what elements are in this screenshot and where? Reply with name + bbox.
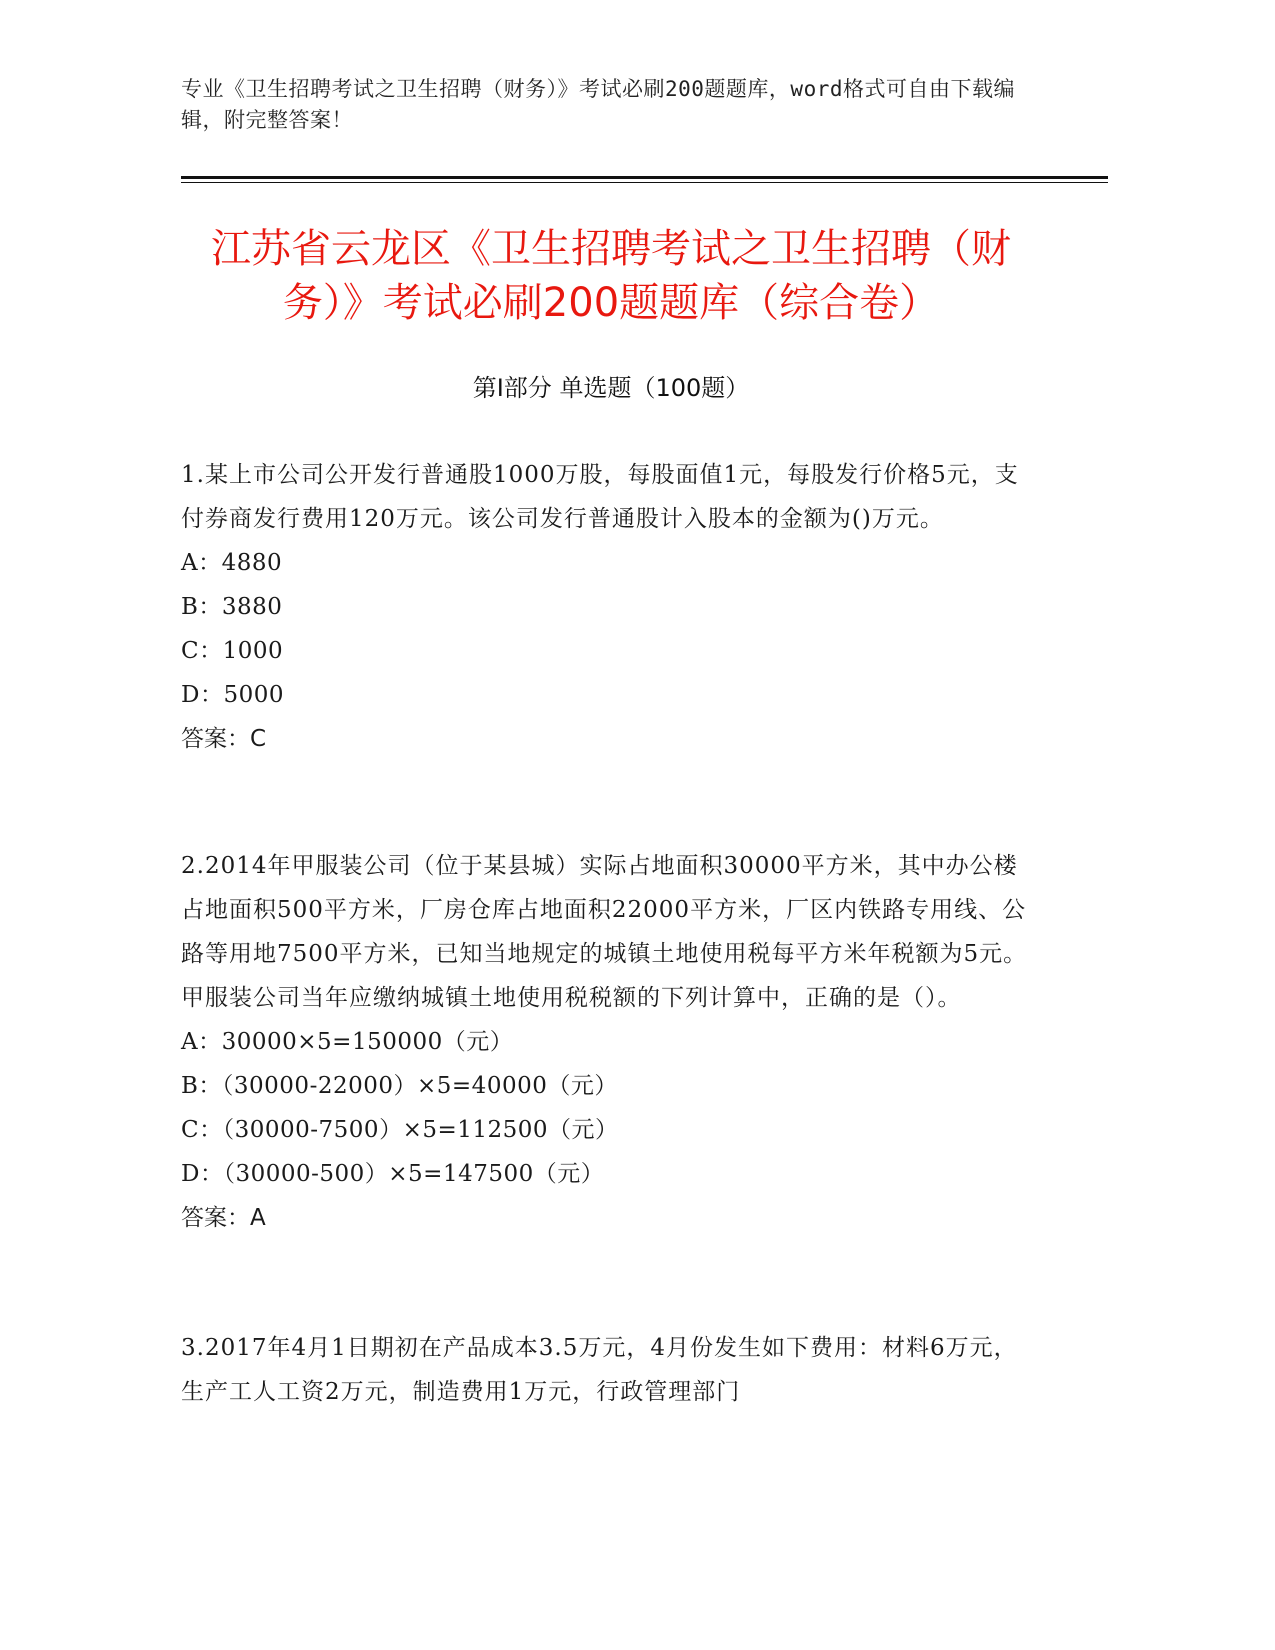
question-stem: 1.某上市公司公开发行普通股1000万股，每股面值1元，每股发行价格5元，支付券商发行费用120万元。该公司发行普通股计入股本的金额为()万元。 bbox=[181, 462, 1019, 532]
question-3 bbox=[181, 1326, 1031, 1414]
answer: 答案：A bbox=[181, 1205, 266, 1231]
option-d: D：（30000-500）×5=147500（元） bbox=[181, 1161, 605, 1187]
header-divider-thick bbox=[181, 176, 1108, 179]
question-stem: 3.2017年4月1日期初在产品成本3.5万元，4月份发生如下费用：材料6万元，生产工人工资2万元，制造费用1万元，行政管理部门 bbox=[181, 1335, 1018, 1405]
option-d: D：5000 bbox=[181, 682, 284, 708]
option-a: A：30000×5=150000（元） bbox=[181, 1029, 514, 1055]
header-divider-thin bbox=[181, 182, 1108, 183]
option-b: B：3880 bbox=[181, 594, 283, 620]
option-c: C：1000 bbox=[181, 638, 284, 664]
question-stem: 2.2014年甲服装公司（位于某县城）实际占地面积30000平方米，其中办公楼占地面积500平方米，厂房仓库占地面积22000平方米，厂区内铁路专用线、公路等用地7500平方米，已知当地规定的城镇土地使用税每平方米年税额为5元。甲服装公司当年应缴纳城镇土地使用税税额的下列计算中，正确的是（）。 bbox=[181, 853, 1028, 1011]
header-note: 专业《卫生招聘考试之卫生招聘（财务）》考试必刷200题题库，word格式可自由下载编辑，附完整答案！ bbox=[181, 77, 1015, 132]
option-a: A：4880 bbox=[181, 550, 283, 576]
question-2 bbox=[181, 844, 1031, 1240]
option-c: C：（30000-7500）×5=112500（元） bbox=[181, 1117, 619, 1143]
question-1 bbox=[181, 453, 1031, 761]
section-title: 第Ⅰ部分 单选题（100题） bbox=[472, 374, 750, 402]
document-title: 江苏省云龙区《卫生招聘考试之卫生招聘（财务）》考试必刷200题题库（综合卷） bbox=[211, 226, 1011, 326]
answer: 答案：C bbox=[181, 726, 267, 752]
option-b: B：（30000-22000）×5=40000（元） bbox=[181, 1073, 618, 1099]
